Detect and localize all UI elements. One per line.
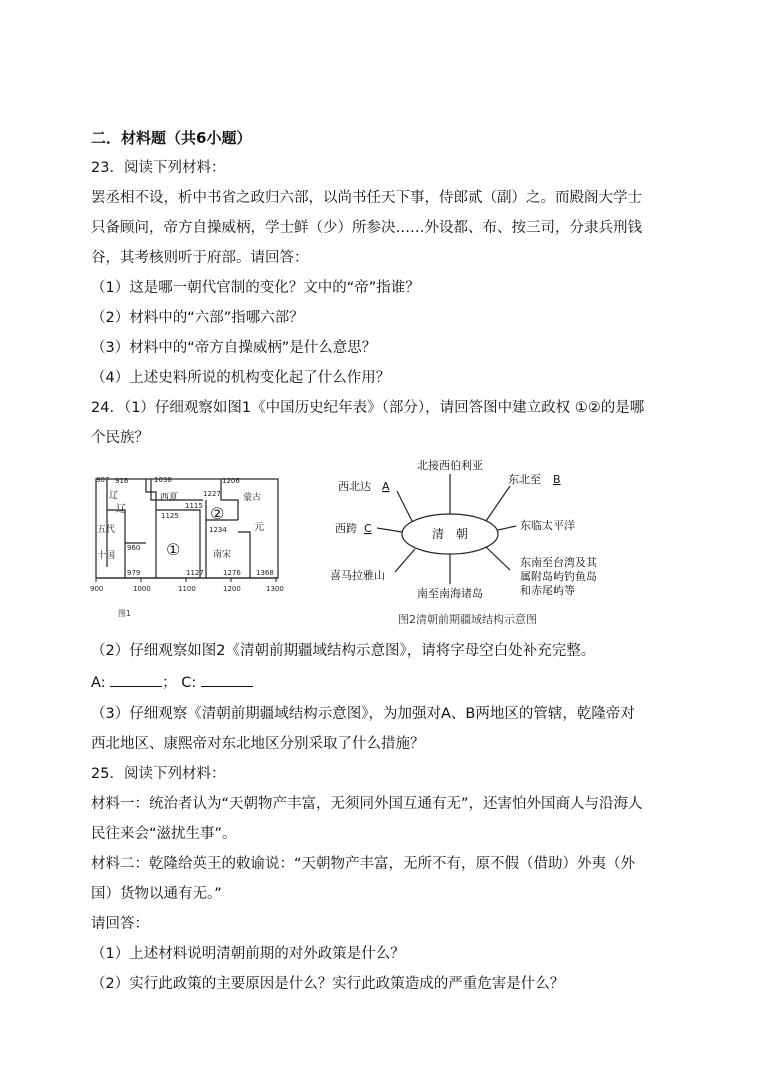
diagram-blank-a: A xyxy=(382,480,390,493)
year-label: 1127 xyxy=(186,569,204,577)
circle-2-label: ② xyxy=(210,504,225,523)
diagram-blank-c: C xyxy=(364,522,372,535)
figure-2-qing-territory-diagram xyxy=(300,452,660,632)
circle-1-label: ① xyxy=(166,540,181,559)
year-label: 960 xyxy=(127,544,141,552)
state-label-shiguo: 十国 xyxy=(97,551,116,561)
q23-question-4: （4）上述史料所说的机构变化起了什么作用？ xyxy=(91,370,391,386)
q24-answer-line xyxy=(91,672,253,693)
figure-1-caption: 图1 xyxy=(118,609,132,618)
year-label: 1368 xyxy=(256,569,274,577)
figure-2-caption: 图2清朝前期疆域结构示意图 xyxy=(398,613,537,626)
q24-question-3-line1: （3）仔细观察《清朝前期疆域结构示意图》，为加强对A、B两地区的管辖，乾隆帝对 xyxy=(91,706,635,722)
state-label-nansong: 南宋 xyxy=(213,550,232,560)
q25-question-2: （2）实行此政策的主要原因是什么？实行此政策造成的严重危害是什么？ xyxy=(91,976,565,992)
diagram-center-label: 清 朝 xyxy=(431,527,469,541)
section-title: 二．材料题（共6小题） xyxy=(91,129,252,147)
axis-tick-label: 900 xyxy=(90,585,104,593)
axis-tick-label: 1100 xyxy=(178,585,196,593)
year-label: 979 xyxy=(127,569,141,577)
state-label-yuan: 元 xyxy=(254,522,264,533)
answer-a-blank[interactable] xyxy=(110,672,162,687)
year-label: 1227 xyxy=(203,490,221,498)
axis-tick-label: 1000 xyxy=(133,585,151,593)
state-label-liao: 辽 xyxy=(116,504,126,515)
answer-a-label: A: xyxy=(91,675,106,691)
diagram-west-label: 西跨 xyxy=(335,522,357,535)
q24-question-1-line1: 24．（1）仔细观察如图1《中国历史纪年表》（部分），请回答图中建立政权 ①②的是哪 xyxy=(91,400,645,416)
year-label: 1125 xyxy=(161,512,179,520)
diagram-northeast-label: 东北至 xyxy=(508,473,541,486)
q23-question-2: （2）材料中的“六部”指哪六部？ xyxy=(91,310,304,326)
diagram-blank-b: B xyxy=(553,473,561,486)
diagram-southeast-label: 属附岛屿钓鱼岛 xyxy=(520,570,597,583)
diagram-east-label: 东临太平洋 xyxy=(520,519,575,532)
q23-question-3: （3）材料中的“帝方自操威柄”是什么意思？ xyxy=(91,340,377,356)
state-label-mengu: 蒙古 xyxy=(243,493,262,503)
q23-material-line: 只备顾问，帝方自操威柄，学士鲜（少）所参决……外设都、布、按三司，分隶兵刑钱 xyxy=(91,220,642,236)
diagram-southeast-label: 和赤尾屿等 xyxy=(520,584,575,597)
year-label: 1276 xyxy=(223,569,241,577)
answer-c-blank[interactable] xyxy=(201,672,253,687)
q25-material-2-line1: 材料二：乾隆给英王的敕谕说：“天朝物产丰富，无所不有，原不假（借助）外夷（外 xyxy=(91,856,636,872)
q23-material-line: 罢丞相不设，析中书省之政归六部，以尚书任天下事，侍郎贰（副）之。而殿阁大学士 xyxy=(91,190,642,206)
state-label-liao-top: 辽 xyxy=(109,491,119,501)
diagram-southwest-label: 喜马拉雅山 xyxy=(330,569,385,582)
q24-question-1-line2: 个民族？ xyxy=(91,430,149,446)
year-label: 1038 xyxy=(154,476,172,484)
answer-c-label: C: xyxy=(181,675,197,691)
state-label-wudai: 五代 xyxy=(97,525,116,535)
q25-prompt: 请回答： xyxy=(91,916,149,932)
q25-material-1-line1: 材料一：统治者认为“天朝物产丰富，无须同外国互通有无”，还害怕外国商人与沿海人 xyxy=(91,796,643,812)
year-label: 1206 xyxy=(222,477,240,485)
state-label-xixia: 西夏 xyxy=(160,493,179,503)
diagram-south-label: 南至南海诸岛 xyxy=(417,587,483,600)
q23-material-line: 谷，其考核则听于府部。请回答： xyxy=(91,250,309,266)
year-label: 1234 xyxy=(209,526,227,534)
q25-material-1-line2: 民往来会“滋扰生事”。 xyxy=(91,826,237,842)
answer-separator: ； xyxy=(162,675,177,691)
diagram-north-label: 北接西伯利亚 xyxy=(417,459,483,472)
year-label: 1115 xyxy=(185,502,203,510)
q23-question-1: （1）这是哪一朝代官制的变化？文中的“帝”指谁？ xyxy=(91,280,420,296)
q25-title: 25．阅读下列材料： xyxy=(91,766,226,782)
q23-title: 23．阅读下列材料： xyxy=(91,160,226,176)
diagram-northwest-label: 西北达 xyxy=(338,480,371,493)
axis-tick-label: 1300 xyxy=(266,585,284,593)
axis-tick-label: 1200 xyxy=(223,585,241,593)
year-label: 907 xyxy=(96,476,110,484)
q25-material-2-line2: 国）货物以通有无。” xyxy=(91,886,222,902)
q24-question-2: （2）仔细观察如图2《清朝前期疆域结构示意图》，请将字母空白处补充完整。 xyxy=(91,643,596,659)
q24-question-3-line2: 西北地区、康熙帝对东北地区分别采取了什么措施？ xyxy=(91,736,425,752)
figure-1-chronology-table xyxy=(88,472,288,632)
year-label: 916 xyxy=(115,477,129,485)
diagram-southeast-label: 东南至台湾及其 xyxy=(520,556,597,569)
q25-question-1: （1）上述材料说明清朝前期的对外政策是什么？ xyxy=(91,946,405,962)
